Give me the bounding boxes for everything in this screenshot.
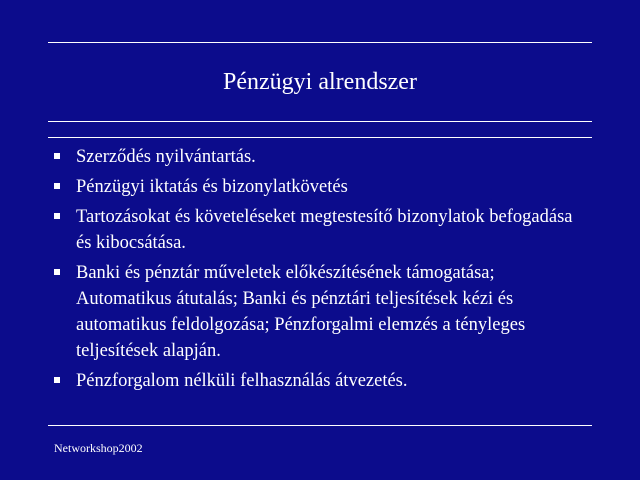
square-bullet-icon — [54, 377, 60, 383]
bullet-item — [52, 204, 592, 256]
footer-divider — [48, 425, 592, 426]
title-divider-upper — [48, 121, 592, 122]
top-divider — [48, 42, 592, 43]
square-bullet-icon — [54, 213, 60, 219]
bullet-text: Pénzügyi iktatás és bizonylatkövetés — [76, 177, 348, 197]
bullet-item — [52, 368, 592, 394]
bullet-item — [52, 144, 592, 170]
square-bullet-icon — [54, 183, 60, 189]
bullet-item — [52, 174, 592, 200]
bullet-item — [52, 260, 592, 364]
bullet-text: Tartozásokat és követeléseket megtestesítő bizonylatok befogadása és kibocsátása. — [76, 207, 573, 253]
square-bullet-icon — [54, 269, 60, 275]
bullet-list — [52, 144, 592, 398]
bullet-text: Szerződés nyilvántartás. — [76, 147, 256, 167]
title-divider-lower — [48, 137, 592, 138]
bullet-text: Pénzforgalom nélküli felhasználás átvezetés. — [76, 371, 408, 391]
square-bullet-icon — [54, 153, 60, 159]
slide-title: Pénzügyi alrendszer — [223, 69, 417, 95]
bullet-text: Banki és pénztár műveletek előkészítésének támogatása; Automatikus átutalás; Banki és pénztári teljesítések kézi és automatikus feldolgozása; Pénzforgalmi elemzés a tényleges teljesítések alapján. — [76, 263, 526, 361]
footer-text: Networkshop2002 — [54, 441, 143, 455]
